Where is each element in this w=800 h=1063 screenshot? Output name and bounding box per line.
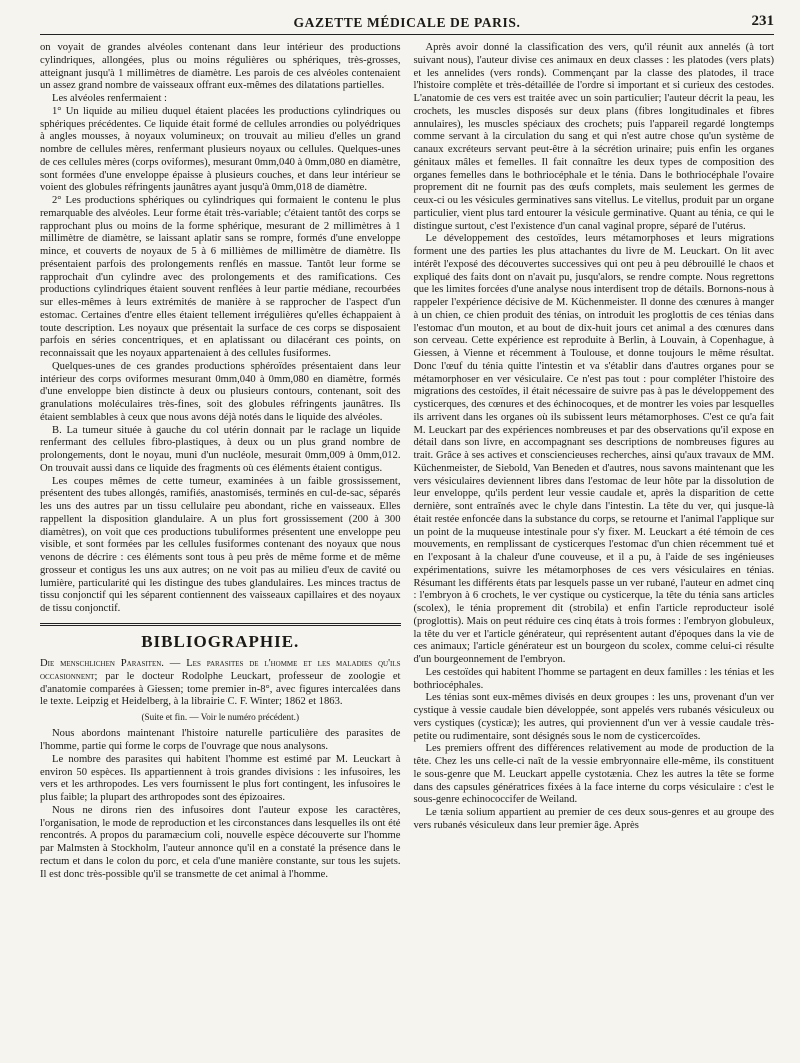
book-details: par le docteur Rodolphe Leuckart, professeur de zoologie et d'anatomie comparées à Giessen; tome premier in-8°, avec figures intercalées dans le texte. Leipzig et Heidelberg, à la librairie C. F. Winter; 1862 et 1863. <box>40 670 401 708</box>
paragraph: Les premiers offrent des différences relativement au mode de production de la tête. Chez les uns celle-ci naît de la vessie embryonnaire elle-même, ils constituent le sous-genre que M. Leuckart appelle cystotænia. Chez les autres la tête se forme dans des capsules génératrices fixées à la face interne du corps vésiculaire : c'est le sous-genre echinococcifer de Weiland. <box>413 743 774 806</box>
right-column <box>414 42 775 1062</box>
text-columns <box>40 42 774 1062</box>
journal-title: GAZETTE MÉDICALE DE PARIS. <box>293 15 521 30</box>
paragraph: Nous abordons maintenant l'histoire naturelle particulière des parasites de l'homme, partie qui forme le corps de l'ouvrage que nous analysons. <box>40 728 401 753</box>
page-number: 231 <box>751 13 774 29</box>
paragraph: Les coupes mêmes de cette tumeur, examinées à un faible grossissement, présentent des tubes allongés, ramifiés, anastomisés, terminés en cul-de-sac, séparés les uns des autres par un tissu cellulaire peu abondant, riche en vaisseaux. Elles rappellent la disposition glandulaire. A un plus fort grossissement (200 à 300 diamètres), on voit que ces productions tubuliformes présentent une enveloppe peu visible, et sont formées par les cellules fusiformes contenant des noyaux que nous venons de décrire : ces éléments sont tous à peu près de même forme et de même grosseur et contigus les uns aux autres; on ne voit pas au milieu d'eux de cavité ou lumière, particularité qui les distingue des tubes glandulaires. Les minces tractus de tissu conjonctif qui les séparent contiennent des vaisseaux capillaires et des noyaux de tissu conjonctif. <box>40 475 401 614</box>
paragraph: Nous ne dirons rien des infusoires dont l'auteur expose les caractères, l'organisation, le mode de reproduction et les circonstances dans lesquelles ils ont été rencontrés. A propos du paramæcium coli, nouvelle espèce découverte sur l'homme par Malmsten à Stockholm, l'auteur annonce qu'il en a constaté la présence dans le rectum et dans le colon du porc, et cela d'une manière constante, sur tous les sujets. Il est donc très-possible qu'il se transmette de cet animal à l'homme. <box>40 804 401 880</box>
section-heading: BIBLIOGRAPHIE. <box>141 631 300 651</box>
paragraph: Quelques-unes de ces grandes productions sphéroïdes présentaient dans leur intérieur des corps oviformes mesurant 0mm,040 à 0mm,080 en diamètre, formés d'une enveloppe bien distincte à deux ou plusieurs contours, contenant, soit des granulations moléculaires très-fines, soit des globules réfringents jaunâtres. Ils étaient semblables à ceux que nous avons déjà notés dans le liquide des alvéoles. <box>40 360 401 423</box>
paragraph: Le tænia solium appartient au premier de ces deux sous-genres et au groupe des vers rubanés vésiculeux dans leur premier âge. Après <box>413 807 774 831</box>
continuation-note: (Suite et fin. — Voir le numéro précédent.) <box>141 712 300 723</box>
paragraph: Les ténias sont eux-mêmes divisés en deux groupes : les uns, provenant d'un ver cystique à vessie caudale bien développée, sont appelés vers rubanés vésiculeux ou vers cystiques (cysticæ); les autres, qui proviennent d'un ver à vessie caudale très-petite ou rudimentaire, sont désignés sous le nom de cysticercoïdes. <box>413 692 774 742</box>
running-head <box>40 12 774 35</box>
paragraph: 1° Un liquide au milieu duquel étaient placées les productions cylindriques ou sphériques précédentes. Ce liquide était formé de cellules arrondies ou polyédriques à angles mousses, à noyaux volumineux; on trouvait au milieu d'elles un grand nombre de cellules mères, renfermant plusieurs noyaux ou cellules. Quelques-unes de ces cellules mères (corps oviformes), mesurant 0mm,040 à 0mm,080 en diamètre, sont formées d'une enveloppe épaisse à plusieurs couches, et dans leur intérieur se voient des globules réfringents jaunâtres ayant jusqu'à 0mm,018 de diamètre. <box>40 105 401 194</box>
left-column <box>40 42 401 1062</box>
book-title: Die menschlichen Parasiten. — Les parasites de l'homme et les maladies qu'ils occasionnent; <box>40 658 401 682</box>
paragraph: 2° Les productions sphériques ou cylindriques qui formaient le contenu le plus remarquable des alvéoles. Leur forme était très-variable; c'étaient tantôt des corps se rapprochant plus ou moins de la forme sphérique, mesurant de 2 millimètres à 1 millimètre de diamètre, se laissant aplatir sans se rompre, formés d'une enveloppe mince, et couverts de noyaux de 5 à 6 millièmes de millimètre de diamètre. Ils présentaient parfois des prolongements renflés en massue. Tantôt leur forme se rapprochait d'un cylindre avec des prolongements et des ramifications. Ces productions cylindriques étaient souvent renflées à leur partie médiane, recourbées sur elles-mêmes à leurs extrémités de manière à se rapprocher de l'aspect d'un estomac. Certaines d'entre elles étaient tellement irrégulières qu'elles échappaient à toute description. Les noyaux que présentait la surface de ces corps se disposaient parfois en séries concentriques, et en aplatissant ou dilacérant ces points, on reconnaissait que les noyaux appartenaient à des cellules fusiformes. <box>40 195 401 359</box>
paragraph: Les alvéoles renfermaient : <box>52 93 168 104</box>
paragraph: Le développement des cestoïdes, leurs métamorphoses et leurs migrations forment une des parties les plus attachantes du livre de M. Leuckart. On lit avec intérêt l'exposé des découvertes successives qui ont peu à peu débrouillé le chaos et expliqué des faits dont on n'avait pu, jusqu'alors, se rendre compte. Nous regrettons que les limites forcées d'une analyse nous interdisent trop de détails. Bornons-nous à rappeler l'expérience décisive de M. Küchenmeister. Il donne des cœnures à manger à un chien, ce chien produit des ténias, on introduit les proglottis de ces ténias dans l'estomac d'un mouton, et au bout de dix-huit jours cet animal a des cœnures dans son cerveau. Cette expérience est reproduite à Berlin, à Louvain, à Copenhague, à Giessen, à Vienne et récemment à Toulouse, et donne toujours le même résultat. Donc l'œuf du ténia quitte l'intestin et va s'établir dans d'autres organes pour se métamorphoser en ver vésiculaire. Ce n'est pas tout : pour compléter l'histoire des migrations des cestoïdes, il était nécessaire de suivre pas à pas le développement des cysticerques, des cœnures et des échinocoques, et de montrer les voies par lesquelles ils arrivent dans les organes où ils subissent leurs métamorphoses. C'est ce qu'a fait M. Leuckart par des expériences nombreuses et par des observations qu'il expose en détail dans son livre, en accompagnant ses descriptions de nombreuses figures au trait. Grâce à ses actives et consciencieuses recherches, ainsi qu'aux travaux de MM. Küchenmeister, de Siebold, Van Beneden et d'autres, nous savons maintenant que les vers vésiculaires deviennent libres dans l'estomac de leur hôte par la dissolution de leur enveloppe, qu'ils perdent leur vessie caudale et, après la disparition de cette dernière, sont entraînés avec le chyle dans l'intestin. La tête du ver, qui jusque-là était restée enfoncée dans la substance du corps, se retourne et l'animal l'applique sur un point de la muqueuse intestinale pour s'y fixer. M. Leuckart a été témoin de ces mouvements, en remplissant de cysticerques l'estomac d'un chien récemment tué et en l'exposant à la chaleur d'une couveuse, et il a pu, à l'aide de ses ingénieuses expérimentations, suivre les métamorphoses de ces vers vésiculaires en ténias. Résumant les différents états par lesquels passe un ver rubané, l'auteur en admet cinq : l'embryon à 6 crochets, le ver cystique ou cysticerque, la tête du ténia sans articles (scolex), le ténia proprement dit (strobila) et enfin l'article reproducteur isolé (proglottis). Mais on peut réduire ces cinq états à trois formes : l'embryon globuleux, la tête du ver et l'article générateur, qui représentent autant d'époques dans la vie de ces animaux; l'article générateur est un bourgeon du scolex, comme celui-ci résulte d'un bourgeonnement de l'embryon. <box>413 233 774 665</box>
book-reference <box>40 658 401 709</box>
paragraph: Le nombre des parasites qui habitent l'homme est estimé par M. Leuckart à environ 50 espèces. Ils appartiennent à trois grandes divisions : les infusoires, les vers et les arthropodes. Les vers fournissent le plus fort contingent, les infusoires le plus faible; la plupart des arthropodes sont des épizoaires. <box>40 753 401 804</box>
paragraph: on voyait de grandes alvéoles contenant dans leur intérieur des productions cylindriques, allongées, plus ou moins régulières ou sphériques, très-grosses, atteignant jusqu'à 1 millimètres de diamètre. Les parois de ces alvéoles contenaient un assez grand nombre de vaisseaux offrant eux-mêmes des dilatations partielles. <box>40 42 401 92</box>
paragraph: B. La tumeur située à gauche du col utérin donnait par le raclage un liquide renfermant des cellules fibro-plastiques, à deux ou un plus grand nombre de prolongements, dont le noyau, muni d'un nucléole, mesurait 0mm,009 à 0mm,012. On trouvait aussi dans ce liquide des fragments où ces éléments étaient contigus. <box>40 424 401 474</box>
paragraph: Les cestoïdes qui habitent l'homme se partagent en deux familles : les ténias et les bothriocéphales. <box>413 666 774 691</box>
paragraph: Après avoir donné la classification des vers, qu'il réunit aux annelés (à tort suivant nous), l'auteur divise ces animaux en deux classes : les platodes (vers plats) et les annelides (vers ronds). Commençant par la classe des platodes, il trace l'histoire complète et très-détaillée de l'ordre si important et si curieux des cestodes. L'anatomie de ces vers est traitée avec un soin particulier; l'auteur décrit la peau, les crochets, les muscles disposés sur deux plans (fibres longitudinales et fibres annulaires), les muscles spéciaux des crochets; puis l'appareil regardé longtemps comme servant à la circulation du sang et qui n'est autre chose qu'un système de canaux excréteurs servant peut-être à la sécrétion urinaire; puis enfin les organes génitaux mâles et femelles. Il fait connaître les deux types de composition des organes femelles dans le bothriocéphale et le ténia. Dans le bothriocéphale l'ovaire proprement dit ne fournit pas des œufs complets, mais seulement les germes de ceux-ci ou les vésicules germinatives sans vitellus. Le vitellus, produit par un organe particulier, vient plus tard entourer la vésicule germinative. Quant au ténia, ce qui le distingue surtout, c'est l'existence d'un canal vaginal propre, séparé de l'utérus. <box>413 42 774 232</box>
section-divider <box>40 623 401 626</box>
